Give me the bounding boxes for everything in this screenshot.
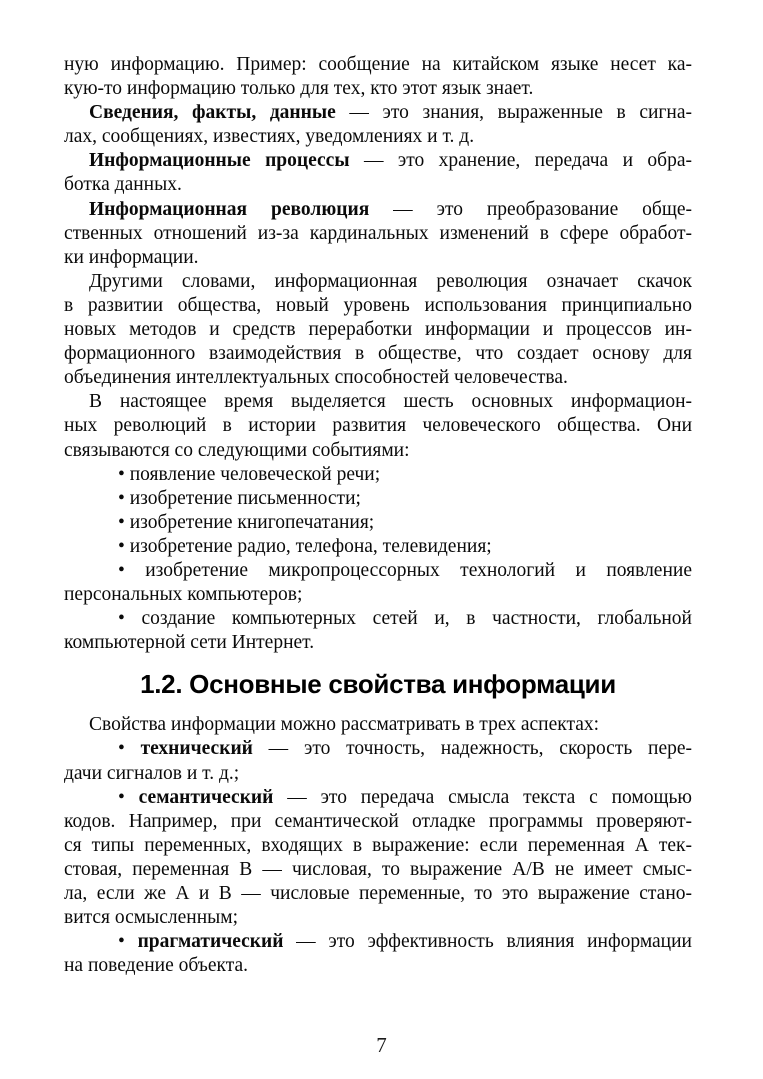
text-line (64, 125, 692, 149)
text-run: ную информацию. Пример: сообщение на китайском языке несет ка- (64, 54, 692, 75)
paragraph (64, 713, 692, 737)
text-line (64, 222, 692, 246)
text-line (64, 270, 692, 294)
text-line (64, 713, 692, 737)
text-line (64, 342, 692, 366)
paragraph (64, 390, 692, 462)
text-line (64, 366, 692, 390)
text-line (64, 954, 692, 978)
text-line (64, 583, 692, 607)
text-run: дачи сигналов и т. д.; (64, 762, 240, 784)
bullet-item (64, 511, 692, 535)
page-number: 7 (376, 1033, 387, 1057)
text-line (64, 463, 692, 487)
text-line (64, 631, 692, 655)
bullet-item (64, 737, 692, 785)
paragraph (64, 270, 692, 390)
text-line (64, 858, 692, 882)
paragraph (64, 198, 692, 270)
text-run: персональных компьютеров; (64, 584, 303, 606)
text-run: новых методов и средств переработки информации и процессов ин- (64, 319, 692, 341)
text-run: — это знания, выраженные в сигна- (335, 102, 692, 124)
text-run: ных революций в истории развития человеческого общества. Они (64, 415, 692, 437)
bullet-item (64, 535, 692, 559)
text-run: на поведение объекта. (64, 955, 249, 977)
text-run: ла, если же А и В — числовые переменные, то это выражение стано- (64, 883, 692, 904)
bullet-item (64, 559, 692, 607)
text-run: кодов. Например, при семантической отладке программы проверяют- (64, 810, 692, 832)
text-run: • изобретение письменности; (118, 487, 361, 509)
text-run: формационного взаимодействия в обществе, что создает основу для (64, 343, 692, 365)
text-line (64, 53, 692, 77)
text-run: ся типы переменных, входящих в выражение: если переменная А тек- (64, 834, 692, 856)
page-content (64, 53, 692, 978)
paragraph (64, 149, 692, 197)
text-line (64, 173, 692, 197)
text-line (64, 198, 692, 222)
text-line (64, 906, 692, 930)
section-heading: 1.2. Основные свойства информации (140, 669, 616, 700)
text-line (64, 487, 692, 511)
text-run: вится осмысленным; (64, 907, 239, 929)
text-run: • (118, 931, 138, 953)
text-line (64, 762, 692, 786)
bullet-item (64, 786, 692, 931)
text-run: объединения интеллектуальных способностей человечества. (64, 367, 568, 389)
text-run: — это передача смысла текста с помощью (273, 786, 692, 808)
text-run: компьютерной сети Интернет. (64, 632, 315, 654)
text-run: в развитии общества, новый уровень использования принципиально (64, 294, 692, 316)
bullet-item (64, 607, 692, 655)
text-run: • появление человеческой речи; (118, 463, 381, 485)
text-line (64, 882, 692, 906)
text-run: • изобретение книгопечатания; (118, 511, 375, 533)
text-run: ственных отношений из-за кардинальных изменений в сфере обработ- (64, 222, 692, 244)
text-line (64, 834, 692, 858)
text-line (64, 414, 692, 438)
text-run: — это эффективность влияния информации (283, 931, 692, 953)
bold-term: Информационная революция (89, 198, 370, 220)
bullet-item (64, 930, 692, 978)
text-line (64, 737, 692, 761)
text-run: • (118, 786, 139, 808)
bold-term: Информационные процессы (89, 150, 350, 172)
text-line (64, 810, 692, 834)
text-line (64, 77, 692, 101)
text-run: лах, сообщениях, известиях, уведомлениях и т. д. (64, 126, 475, 148)
text-line (64, 535, 692, 559)
text-run: стовая, переменная В — числовая, то выражение А/В не имеет смыс- (64, 858, 692, 880)
text-run: • создание компьютерных сетей и, в частности, глобальной (118, 608, 692, 630)
paragraph (64, 53, 692, 101)
text-run: — это точность, надежность, скорость пере- (252, 738, 692, 760)
text-line (64, 607, 692, 631)
text-line (64, 101, 692, 125)
text-run: — это хранение, передача и обра- (349, 150, 692, 172)
text-run: ки информации. (64, 246, 199, 268)
text-line (64, 246, 692, 270)
text-run: ботка данных. (64, 174, 182, 196)
text-run: Другими словами, информационная революция означает скачок (89, 270, 692, 292)
bold-term: Сведения, факты, данные (89, 102, 336, 124)
text-run: — это преобразование обще- (369, 198, 692, 220)
bullet-item (64, 463, 692, 487)
text-line (64, 786, 692, 810)
text-line (64, 559, 692, 583)
paragraph (64, 101, 692, 149)
text-run: • изобретение радио, телефона, телевидения; (118, 535, 492, 557)
text-run: связываются со следующими событиями: (64, 439, 410, 461)
text-run: кую-то информацию только для тех, кто этот язык знает. (64, 78, 534, 100)
text-line (64, 930, 692, 954)
text-run: В настоящее время выделяется шесть основных информацион- (89, 391, 692, 413)
bold-term: технический (140, 738, 253, 760)
text-line (64, 149, 692, 173)
bold-term: прагматический (137, 931, 284, 953)
text-line (64, 511, 692, 535)
bold-term: семантический (138, 786, 274, 808)
bullet-item (64, 487, 692, 511)
text-line (64, 318, 692, 342)
text-line (64, 439, 692, 463)
text-run: Свойства информации можно рассматривать в трех аспектах: (89, 714, 600, 736)
text-line (64, 390, 692, 414)
text-line (64, 294, 692, 318)
text-run: • (118, 738, 141, 760)
text-run: • изобретение микропроцессорных технологий и появление (118, 559, 692, 581)
